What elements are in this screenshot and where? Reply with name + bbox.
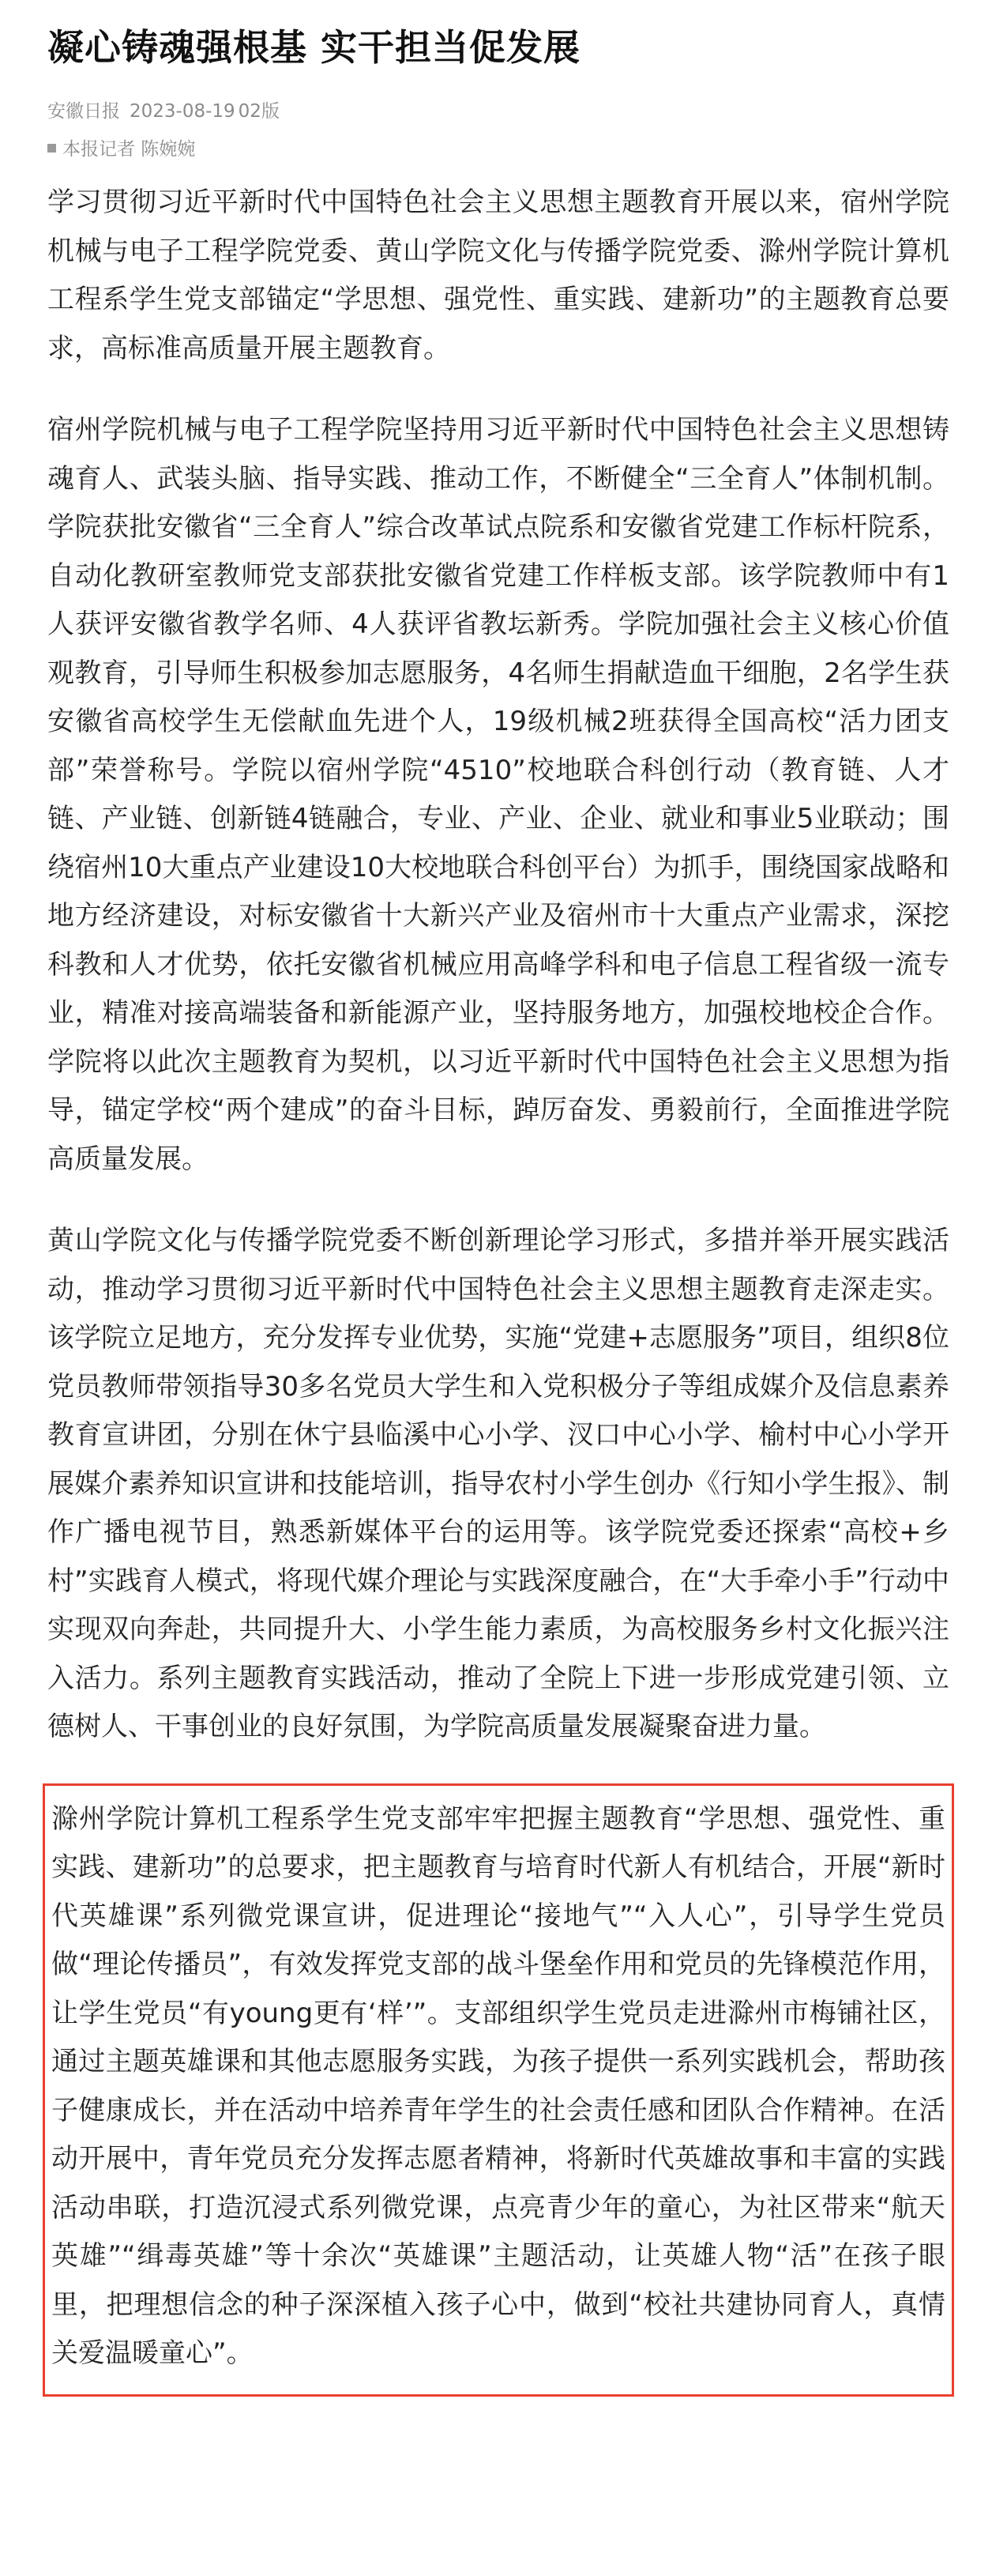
article-author: 本报记者 陈婉婉 — [62, 139, 196, 160]
article-paragraph-2: 宿州学院机械与电子工程学院坚持用习近平新时代中国特色社会主义思想铸魂育人、武装头脑、指导实践、推动工作，不断健全“三全育人”体制机制。学院获批安徽省“三全育人”综合改革试点院系和安徽省党建工作标杆院系，自动化教研室教师党支部获批安徽省党建工作样板支部。该学院教师中有1人获评安徽省教学名师、4人获评省教坛新秀。学院加强社会主义核心价值观教育，引导师生积极参加志愿服务，4名师生捐献造血干细胞，2名学生获安徽省高校学生无偿献血先进个人，19级机械2班获得全国高校“活力团支部”荣誉称号。学院以宿州学院“4510”校地联合科创行动（教育链、人才链、产业链、创新链4链融合，专业、产业、企业、就业和事业5业联动；围绕宿州10大重点产业建设10大校地联合科创平台）为抓手，围绕国家战略和地方经济建设，对标安徽省十大新兴产业及宿州市十大重点产业需求，深挖科教和人才优势，依托安徽省机械应用高峰学科和电子信息工程省级一流专业，精准对接高端装备和新能源产业，坚持服务地方，加强校地校企合作。学院将以此次主题教育为契机，以习近平新时代中国特色社会主义思想为指导，锚定学校“两个建成”的奋斗目标，踔厉奋发、勇毅前行，全面推进学院高质量发展。 — [47, 414, 949, 1175]
article-title: 凝心铸魂强根基 实干担当促发展 — [47, 26, 581, 69]
article-meta — [47, 100, 949, 123]
article-byline — [47, 137, 949, 161]
article-paragraph-1: 学习贯彻习近平新时代中国特色社会主义思想主题教育开展以来，宿州学院机械与电子工程学院党委、黄山学院文化与传播学院党委、滁州学院计算机工程系学生党支部锚定“学思想、强党性、重实践、建新功”的主题教育总要求，高标准高质量开展主题教育。 — [47, 186, 949, 364]
highlighted-paragraph-box — [43, 1783, 954, 2397]
square-bullet-icon — [47, 144, 56, 153]
article-date: 2023-08-19 — [130, 101, 235, 122]
article-page-number: 02版 — [238, 101, 280, 122]
article-paragraph-4: 滁州学院计算机工程系学生党支部牢牢把握主题教育“学思想、强党性、重实践、建新功”的总要求，把主题教育与培育时代新人有机结合，开展“新时代英雄课”系列微党课宣讲，促进理论“接地气”“入人心”，引导学生党员做“理论传播员”，有效发挥党支部的战斗堡垒作用和党员的先锋模范作用，让学生党员“有young更有‘样’”。支部组织学生党员走进滁州市梅铺社区，通过主题英雄课和其他志愿服务实践，为孩子提供一系列实践机会，帮助孩子健康成长，并在活动中培养青年学生的社会责任感和团队合作精神。在活动开展中，青年党员充分发挥志愿者精神，将新时代英雄故事和丰富的实践活动串联，打造沉浸式系列微党课，点亮青少年的童心，为社区带来“航天英雄”“缉毒英雄”等十余次“英雄课”主题活动，让英雄人物“活”在孩子眼里，把理想信念的种子深深植入孩子心中，做到“校社共建协同育人，真情关爱温暖童心”。 — [51, 1802, 945, 2369]
article-paragraph-3: 黄山学院文化与传播学院党委不断创新理论学习形式，多措并举开展实践活动，推动学习贯彻习近平新时代中国特色社会主义思想主题教育走深走实。该学院立足地方，充分发挥专业优势，实施“党建+志愿服务”项目，组织8位党员教师带领指导30多名党员大学生和入党积极分子等组成媒介及信息素养教育宣讲团，分别在休宁县临溪中心小学、汊口中心小学、榆村中心小学开展媒介素养知识宣讲和技能培训，指导农村小学生创办《行知小学生报》、制作广播电视节目，熟悉新媒体平台的运用等。该学院党委还探索“高校+乡村”实践育人模式，将现代媒介理论与实践深度融合，在“大手牵小手”行动中实现双向奔赴，共同提升大、小学生能力素质，为高校服务乡村文化振兴注入活力。系列主题教育实践活动，推动了全院上下进一步形成党建引领、立德树人、干事创业的良好氛围，为学院高质量发展凝聚奋进力量。 — [47, 1225, 949, 1742]
article-source: 安徽日报 — [47, 101, 120, 122]
